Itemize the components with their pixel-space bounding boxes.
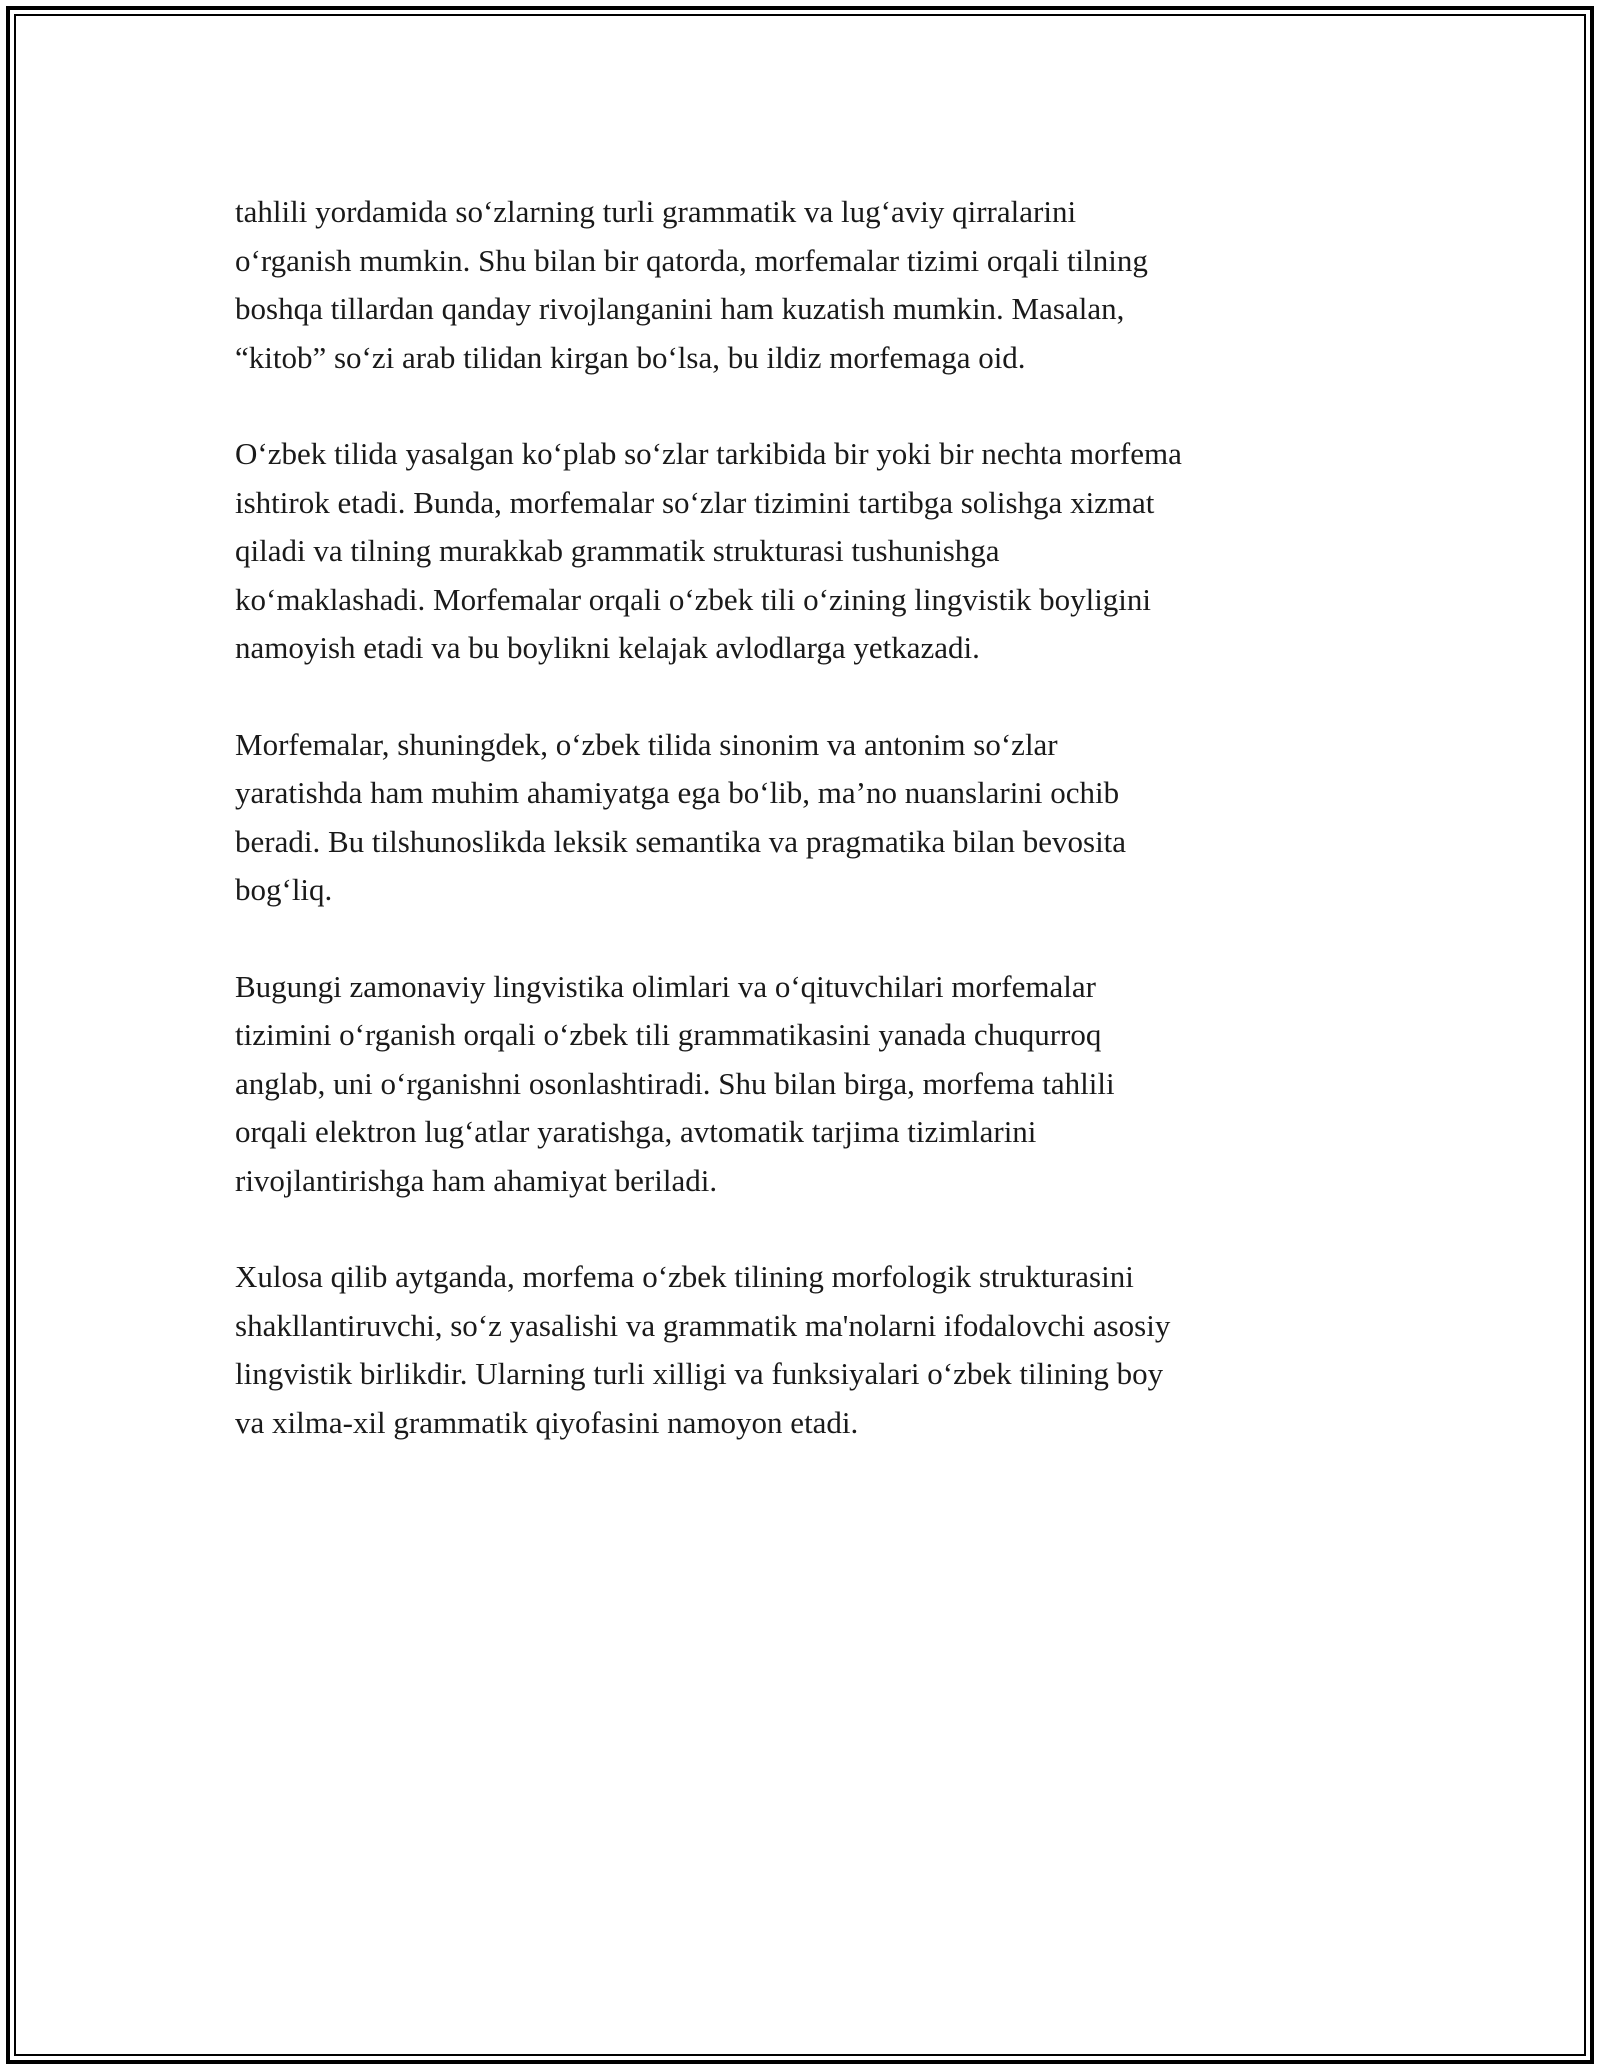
paragraph-5: Xulosa qilib aytganda, morfema o‘zbek tilining morfologik strukturasini shakllantiruvchi, so‘z yasalishi va grammatik ma'nolarni ifodalovchi asosiy lingvistik birlikdir. Ularning turli xilligi va funksiyalari o‘zbek tilining boy va xilma-xil grammatik qiyofasini namoyon etadi. [235,1259,1171,1440]
document-body [235,188,1365,1495]
paragraph-3: Morfemalar, shuningdek, o‘zbek tilida sinonim va antonim so‘zlar yaratishda ham muhim ahamiyatga ega bo‘lib, ma’no nuanslarini ochib beradi. Bu tilshunoslikda leksik semantika va pragmatika bilan bevosita bog‘liq. [235,726,1127,907]
paragraph-4: Bugungi zamonaviy lingvistika olimlari va o‘qituvchilari morfemalar tizimini o‘rganish orqali o‘zbek tili grammatikasini yanada chuqurroq anglab, uni o‘rganishni osonlashtiradi. Shu bilan birga, morfema tahlili orqali elektron lug‘atlar yaratishga, avtomatik tarjima tizimlarini rivojlantirishga ham ahamiyat beriladi. [235,968,1115,1198]
paragraph-1: tahlili yordamida so‘zlarning turli grammatik va lug‘aviy qirralarini o‘rganish mumkin. Shu bilan bir qatorda, morfemalar tizimi orqali tilning boshqa tillardan qanday rivojlanganini ham kuzatish mumkin. Masalan, “kitob” so‘zi arab tilidan kirgan bo‘lsa, bu ildiz morfemaga oid. [235,194,1148,375]
paragraph-2: O‘zbek tilida yasalgan ko‘plab so‘zlar tarkibida bir yoki bir nechta morfema ishtirok etadi. Bunda, morfemalar so‘zlar tizimini tartibga solishga xizmat qiladi va tilning murakkab grammatik strukturasi tushunishga ko‘maklashadi. Morfemalar orqali o‘zbek tili o‘zining lingvistik boyligini namoyish etadi va bu boylikni kelajak avlodlarga yetkazadi. [235,436,1182,665]
